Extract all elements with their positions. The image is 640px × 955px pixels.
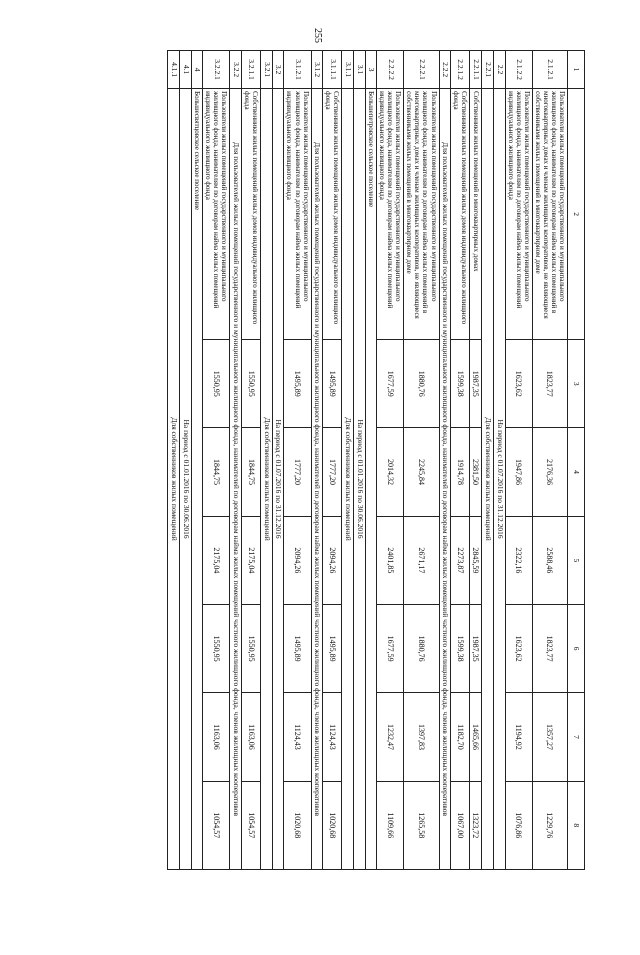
consumer-category: Пользователи жилых помещений государственного и муниципального жилищного фонда, нанимателям по договорам найма жилых помещений в многоквартирных домах и членам жилищных кооперативов, не являющиеся собственниками жилых помещений в многоквартирном доме <box>404 89 439 340</box>
tariff-value: 1947,86 <box>505 428 532 516</box>
row-code: 3.2.1.1 <box>242 51 261 89</box>
tariff-value: 1599,38 <box>451 340 470 428</box>
tariff-value: 1495,89 <box>323 340 342 428</box>
tariff-value: 1987,35 <box>470 340 482 428</box>
section-title: На период с 01.07.2016 по 31.12.2016 <box>494 89 506 870</box>
column-number-cell: 6 <box>568 604 585 692</box>
table-row <box>323 51 342 870</box>
row-code: 3.1 <box>353 51 365 89</box>
row-code: 3.2.2 <box>230 51 242 89</box>
tariff-value: 1495,89 <box>323 604 342 692</box>
tariff-value: 1054,57 <box>203 781 230 869</box>
row-code: 2.2.1.1 <box>470 51 482 89</box>
row-code: 3.1.1 <box>342 51 354 89</box>
tariff-value: 1550,95 <box>242 604 261 692</box>
tariff-table-container <box>65 50 585 870</box>
tariff-value: 1357,27 <box>532 693 567 781</box>
row-code: 2.2.2.1 <box>404 51 439 89</box>
tariff-value: 2588,46 <box>532 516 567 604</box>
tariff-value: 1020,68 <box>323 781 342 869</box>
section-title: Для собственников жилых помещений <box>482 89 494 870</box>
column-number-row <box>568 51 585 870</box>
tariff-value: 1844,75 <box>203 428 230 516</box>
section-title: На период с 01.07.2016 по 31.12.2016 <box>272 89 284 870</box>
tariff-value: 2845,59 <box>470 516 482 604</box>
settlement-row <box>191 51 203 870</box>
section-row <box>272 51 284 870</box>
row-code: 2.2.1 <box>482 51 494 89</box>
row-code: 4 <box>191 51 203 89</box>
tariff-value: 2245,84 <box>404 428 439 516</box>
consumer-category: Собственники жилых помещений жилых домов индивидуального жилищного фонда <box>323 89 342 340</box>
section-row <box>482 51 494 870</box>
row-code: 3.1.2.1 <box>284 51 311 89</box>
tariff-value: 1194,92 <box>505 693 532 781</box>
tariff-value: 1880,76 <box>404 604 439 692</box>
column-number-cell: 1 <box>568 51 585 89</box>
tariff-value: 2094,26 <box>323 516 342 604</box>
tariff-value: 1777,20 <box>284 428 311 516</box>
section-row <box>230 51 242 870</box>
tariff-value: 1844,75 <box>242 428 261 516</box>
consumer-category: Собственники жилых помещений в многоквартирных домах <box>470 89 482 340</box>
tariff-value: 1465,66 <box>470 693 482 781</box>
settlement-name: Большесвятцовское сельское поселение <box>191 89 203 870</box>
tariff-value: 1124,43 <box>284 693 311 781</box>
table-row <box>377 51 404 870</box>
table-row <box>470 51 482 870</box>
tariff-value: 2014,32 <box>377 428 404 516</box>
tariff-value: 2671,17 <box>404 516 439 604</box>
tariff-value: 1777,20 <box>323 428 342 516</box>
section-title: Для пользователей жилых помещений государственного и муниципального жилищного фонда, нанимателей по договорам найма жилых помещений частного жилищного фонда, членов жилищных кооперативов <box>439 89 451 870</box>
section-row <box>180 51 192 870</box>
consumer-category: Собственники жилых помещений жилых домов индивидуального жилищного фонда <box>451 89 470 340</box>
section-title: Для собственников жилых помещений <box>261 89 273 870</box>
row-code: 4.1.1 <box>168 51 180 89</box>
row-code: 3.2 <box>272 51 284 89</box>
tariff-value: 1495,89 <box>284 604 311 692</box>
table-row <box>404 51 439 870</box>
section-title: Для собственников жилых помещений <box>168 89 180 870</box>
row-code: 2.2.2 <box>439 51 451 89</box>
consumer-category: Пользователи жилых помещений государственного и муниципального жилищного фонда, нанимателям по договорам найма жилых помещений индивидуального жилищного фонда <box>505 89 532 340</box>
row-code: 3 <box>365 51 377 89</box>
table-row <box>505 51 532 870</box>
tariff-value: 1550,95 <box>242 340 261 428</box>
row-code: 3.2.2.1 <box>203 51 230 89</box>
tariff-value: 1914,78 <box>451 428 470 516</box>
tariff-value: 1163,06 <box>242 693 261 781</box>
section-title: Для пользователей жилых помещений государственного и муниципального жилищного фонда, нанимателей по договорам найма жилых помещений частного жилищного фонда, членов жилищных кооперативов <box>311 89 323 870</box>
tariff-value: 1323,72 <box>470 781 482 869</box>
tariff-value: 1677,59 <box>377 340 404 428</box>
consumer-category: Пользователи жилых помещений государственного и муниципального жилищного фонда, нанимателям по договорам найма жилых помещений индивидуального жилищного фонда <box>203 89 230 340</box>
column-number-cell: 5 <box>568 516 585 604</box>
tariff-value: 1823,77 <box>532 340 567 428</box>
tariff-value: 2381,50 <box>470 428 482 516</box>
section-row <box>342 51 354 870</box>
section-title: Для пользователей жилых помещений государственного и муниципального жилищного фонда, нанимателей по договорам найма жилых помещений частного жилищного фонда, членов жилищных кооперативов <box>230 89 242 870</box>
tariff-value: 1987,35 <box>470 604 482 692</box>
tariff-value: 2175,04 <box>203 516 230 604</box>
section-title: Для собственников жилых помещений <box>342 89 354 870</box>
tariff-value: 1163,06 <box>203 693 230 781</box>
tariff-value: 1229,76 <box>532 781 567 869</box>
tariff-value: 2273,87 <box>451 516 470 604</box>
tariff-value: 1550,95 <box>203 340 230 428</box>
row-code: 2.1.2.1 <box>532 51 567 89</box>
section-title: На период с 01.01.2016 по 30.06.2016 <box>353 89 365 870</box>
table-row <box>203 51 230 870</box>
tariff-value: 1880,76 <box>404 340 439 428</box>
column-number-cell: 2 <box>568 89 585 340</box>
consumer-category: Пользователи жилых помещений государственного и муниципального жилищного фонда, нанимателям по договорам найма жилых помещений в многоквартирных домах и членам жилищных кооперативов, не являющиеся собственниками жилых помещений в многоквартирном доме <box>532 89 567 340</box>
column-number-cell: 3 <box>568 340 585 428</box>
row-code: 2.2 <box>494 51 506 89</box>
tariff-value: 2175,04 <box>242 516 261 604</box>
row-code: 3.2.1 <box>261 51 273 89</box>
tariff-value: 1623,62 <box>505 604 532 692</box>
tariff-value: 1397,83 <box>404 693 439 781</box>
rotated-page <box>65 50 585 955</box>
tariff-value: 2176,36 <box>532 428 567 516</box>
table-row <box>284 51 311 870</box>
section-row <box>494 51 506 870</box>
tariff-value: 1495,89 <box>284 340 311 428</box>
section-row <box>353 51 365 870</box>
tariff-value: 2094,26 <box>284 516 311 604</box>
tariff-value: 1677,59 <box>377 604 404 692</box>
tariff-value: 1232,47 <box>377 693 404 781</box>
tariff-value: 1823,77 <box>532 604 567 692</box>
row-code: 3.1.2 <box>311 51 323 89</box>
page-number: 255 <box>312 28 323 43</box>
tariff-table <box>167 50 585 870</box>
section-row <box>311 51 323 870</box>
table-row <box>451 51 470 870</box>
settlement-row <box>365 51 377 870</box>
consumer-category: Собственники жилых помещений жилых домов индивидуального жилищного фонда <box>242 89 261 340</box>
section-row <box>439 51 451 870</box>
tariff-value: 1054,57 <box>242 781 261 869</box>
row-code: 2.1.2.2 <box>505 51 532 89</box>
consumer-category: Пользователи жилых помещений государственного и муниципального жилищного фонда, нанимателям по договорам найма жилых помещений индивидуального жилищного фонда <box>284 89 311 340</box>
row-code: 2.2.2.2 <box>377 51 404 89</box>
column-number-cell: 7 <box>568 693 585 781</box>
tariff-value: 1020,68 <box>284 781 311 869</box>
tariff-value: 1550,95 <box>203 604 230 692</box>
section-title: На период с 01.01.2016 по 30.06.2016 <box>180 89 192 870</box>
tariff-value: 1067,00 <box>451 781 470 869</box>
tariff-value: 2401,85 <box>377 516 404 604</box>
table-row <box>532 51 567 870</box>
consumer-category: Пользователи жилых помещений государственного и муниципального жилищного фонда, нанимателям по договорам найма жилых помещений индивидуального жилищного фонда <box>377 89 404 340</box>
column-number-cell: 8 <box>568 781 585 869</box>
tariff-value: 1076,86 <box>505 781 532 869</box>
tariff-value: 1182,70 <box>451 693 470 781</box>
tariff-value: 1265,58 <box>404 781 439 869</box>
tariff-value: 1109,66 <box>377 781 404 869</box>
table-row <box>242 51 261 870</box>
settlement-name: Большепетровское сельское поселение <box>365 89 377 870</box>
row-code: 3.1.1.1 <box>323 51 342 89</box>
tariff-value: 1124,43 <box>323 693 342 781</box>
section-row <box>261 51 273 870</box>
row-code: 4.1 <box>180 51 192 89</box>
tariff-value: 1599,38 <box>451 604 470 692</box>
column-number-cell: 4 <box>568 428 585 516</box>
tariff-value: 2322,16 <box>505 516 532 604</box>
row-code: 2.2.1.2 <box>451 51 470 89</box>
section-row <box>168 51 180 870</box>
tariff-value: 1623,62 <box>505 340 532 428</box>
